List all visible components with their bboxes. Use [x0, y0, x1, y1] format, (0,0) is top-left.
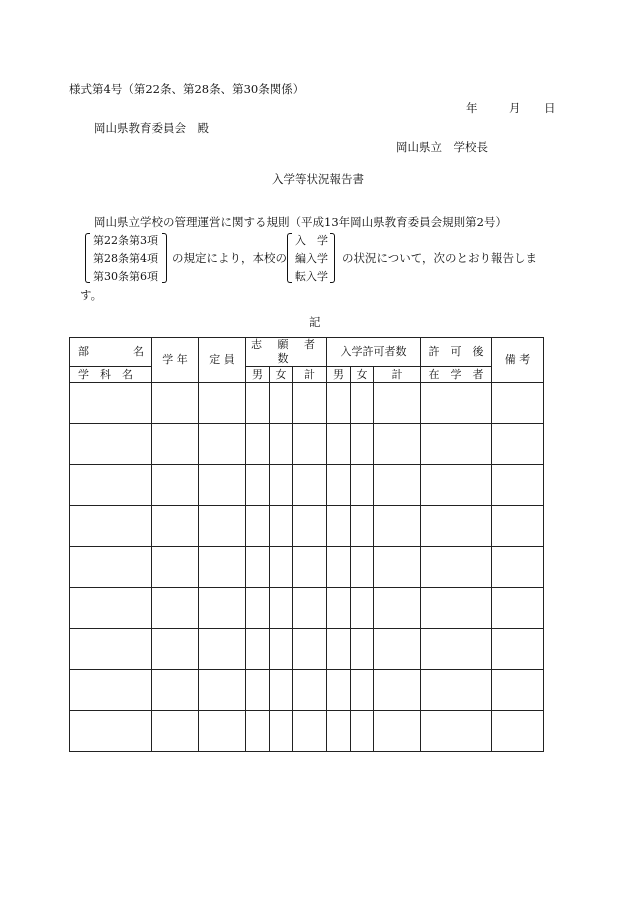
table-cell — [327, 424, 351, 465]
table-cell — [374, 424, 421, 465]
report-table — [69, 337, 544, 752]
table-cell — [327, 670, 351, 711]
header-enrolled-sub: 在 学 者 — [421, 367, 492, 383]
type-item: 編入学 — [295, 252, 328, 265]
mid-text: の規定により，本校の — [172, 251, 287, 265]
table-cell — [492, 670, 544, 711]
header-dept: 部 名 — [70, 338, 152, 367]
table-cell — [199, 424, 246, 465]
table-cell — [293, 711, 327, 752]
left-bracket — [85, 233, 90, 283]
header-subject: 学 科 名 — [70, 367, 152, 383]
header-male: 男 — [327, 367, 351, 383]
table-cell — [270, 383, 293, 424]
table-cell — [492, 465, 544, 506]
table-cell — [152, 547, 199, 588]
table-cell — [351, 670, 374, 711]
table-cell — [70, 465, 152, 506]
table-cell — [351, 506, 374, 547]
table-cell — [199, 670, 246, 711]
table-cell — [152, 506, 199, 547]
header-remarks: 備 考 — [492, 338, 544, 383]
table-cell — [270, 670, 293, 711]
table-cell — [152, 465, 199, 506]
table-cell — [421, 670, 492, 711]
table-cell — [374, 506, 421, 547]
report-text: の状況について，次のとおり報告しま — [342, 251, 538, 265]
table-cell — [270, 424, 293, 465]
table-cell — [327, 506, 351, 547]
table-cell — [327, 588, 351, 629]
table-row — [70, 547, 544, 588]
table-cell — [421, 629, 492, 670]
header-applicants: 志 願 者 数 — [246, 338, 327, 367]
table-row — [70, 506, 544, 547]
table-cell — [70, 670, 152, 711]
table-cell — [492, 711, 544, 752]
date-day: 日 — [544, 101, 556, 115]
table-cell — [293, 424, 327, 465]
table-cell — [199, 711, 246, 752]
table-cell — [492, 506, 544, 547]
table-cell — [246, 506, 270, 547]
addressee: 岡山県教育委員会 殿 — [94, 121, 209, 135]
table-cell — [351, 424, 374, 465]
table-cell — [351, 711, 374, 752]
table-cell — [293, 547, 327, 588]
table-cell — [492, 424, 544, 465]
table-cell — [374, 588, 421, 629]
right-bracket — [330, 233, 335, 283]
table-cell — [246, 424, 270, 465]
table-cell — [293, 383, 327, 424]
table-cell — [374, 670, 421, 711]
table-cell — [270, 506, 293, 547]
table-cell — [270, 711, 293, 752]
table-cell — [270, 465, 293, 506]
table-cell — [374, 711, 421, 752]
table-cell — [70, 547, 152, 588]
table-cell — [327, 629, 351, 670]
table-cell — [374, 629, 421, 670]
table-cell — [152, 588, 199, 629]
table-row — [70, 588, 544, 629]
table-cell — [199, 629, 246, 670]
table-cell — [351, 629, 374, 670]
table-cell — [327, 547, 351, 588]
header-female: 女 — [270, 367, 293, 383]
article-item: 第28条第4項 — [93, 252, 158, 265]
header-enrolled: 許 可 後 — [421, 338, 492, 367]
table-cell — [351, 383, 374, 424]
table-cell — [270, 588, 293, 629]
table-body — [70, 383, 544, 752]
date-line — [466, 100, 556, 116]
table-cell — [351, 588, 374, 629]
table-cell — [293, 506, 327, 547]
header-female: 女 — [351, 367, 374, 383]
form-number: 様式第4号（第22条、第28条、第30条関係） — [69, 82, 305, 96]
ki-mark: 記 — [309, 315, 321, 329]
table-cell — [246, 670, 270, 711]
date-month: 月 — [509, 101, 521, 115]
body-block — [80, 232, 560, 284]
table-cell — [70, 383, 152, 424]
table-row — [70, 711, 544, 752]
table-cell — [70, 588, 152, 629]
table-cell — [246, 629, 270, 670]
type-item: 入 学 — [295, 234, 328, 247]
document-title: 入学等状況報告書 — [272, 172, 364, 186]
table-cell — [351, 547, 374, 588]
table-cell — [374, 547, 421, 588]
table-cell — [199, 588, 246, 629]
table-cell — [374, 465, 421, 506]
article-item: 第30条第6項 — [93, 270, 158, 283]
table-cell — [199, 383, 246, 424]
table-cell — [246, 711, 270, 752]
article-brace-group — [85, 232, 167, 284]
table-cell — [327, 465, 351, 506]
table-cell — [492, 383, 544, 424]
table-cell — [199, 465, 246, 506]
table-cell — [70, 711, 152, 752]
table-cell — [270, 547, 293, 588]
table-cell — [421, 465, 492, 506]
table-cell — [246, 547, 270, 588]
table-cell — [374, 383, 421, 424]
left-bracket — [287, 233, 292, 283]
header-total: 計 — [293, 367, 327, 383]
header-total: 計 — [374, 367, 421, 383]
table-cell — [421, 711, 492, 752]
article-item: 第22条第3項 — [93, 234, 158, 247]
table-cell — [246, 588, 270, 629]
table-row — [70, 670, 544, 711]
table-cell — [492, 588, 544, 629]
table-cell — [199, 506, 246, 547]
table-cell — [70, 424, 152, 465]
table-cell — [246, 383, 270, 424]
table-cell — [421, 547, 492, 588]
table-row — [70, 465, 544, 506]
table-cell — [421, 588, 492, 629]
table-cell — [293, 629, 327, 670]
table-cell — [421, 506, 492, 547]
table-cell — [152, 670, 199, 711]
table-cell — [421, 424, 492, 465]
table-cell — [327, 711, 351, 752]
header-grade: 学 年 — [152, 338, 199, 383]
type-brace-group — [287, 232, 335, 284]
table-cell — [270, 629, 293, 670]
table-cell — [293, 588, 327, 629]
tail-text: す。 — [80, 288, 103, 302]
table-cell — [152, 383, 199, 424]
header-capacity: 定 員 — [199, 338, 246, 383]
table-cell — [152, 629, 199, 670]
right-bracket — [162, 233, 167, 283]
table-cell — [70, 629, 152, 670]
table-row — [70, 383, 544, 424]
sender: 岡山県立 学校長 — [396, 140, 488, 154]
table-cell — [152, 424, 199, 465]
table-cell — [246, 465, 270, 506]
table-cell — [70, 506, 152, 547]
table-row — [70, 424, 544, 465]
header-male: 男 — [246, 367, 270, 383]
table-cell — [327, 383, 351, 424]
table-cell — [492, 629, 544, 670]
intro-text: 岡山県立学校の管理運営に関する規則（平成13年岡山県教育委員会規則第2号） — [94, 215, 507, 229]
table-cell — [152, 711, 199, 752]
table-cell — [421, 383, 492, 424]
table-cell — [293, 670, 327, 711]
table-cell — [293, 465, 327, 506]
table-row — [70, 629, 544, 670]
table-cell — [199, 547, 246, 588]
date-year: 年 — [466, 101, 478, 115]
header-admitted: 入学許可者数 — [327, 338, 421, 367]
type-item: 転入学 — [295, 270, 328, 283]
table-header — [70, 338, 544, 383]
table-cell — [351, 465, 374, 506]
table-cell — [492, 547, 544, 588]
